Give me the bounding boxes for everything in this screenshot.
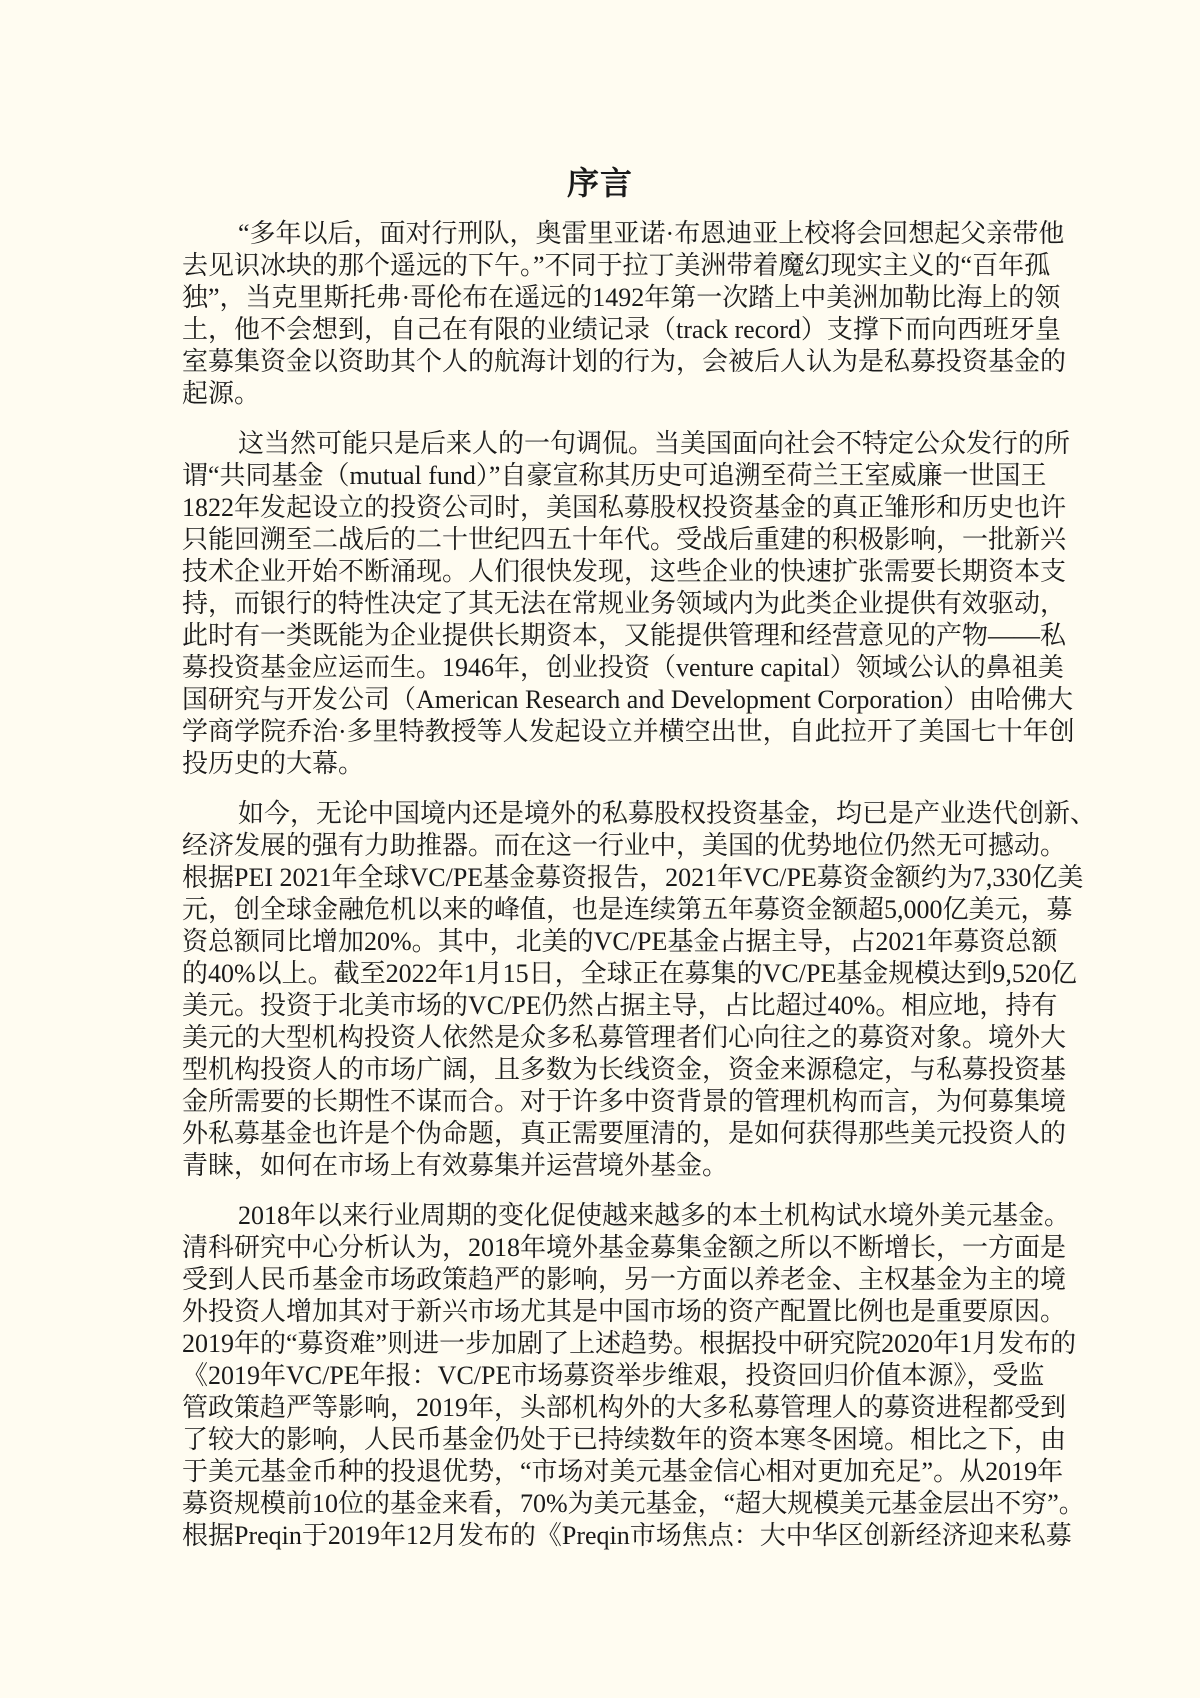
text-line: 2019年的“募资难”则进一步加剧了上述趋势。根据投中研究院2020年1月发布的 [182, 1329, 1077, 1358]
text-line: 投历史的大幕。 [182, 749, 365, 778]
text-line: 管政策趋严等影响，2019年，头部机构外的大多私募管理人的募资进程都受到 [182, 1393, 1067, 1422]
text-line: 清科研究中心分析认为，2018年境外基金募集金额之所以不断增长，一方面是 [182, 1233, 1067, 1262]
text-line: 持，而银行的特性决定了其无法在常规业务领域内为此类企业提供有效驱动， [182, 589, 1067, 618]
text-line: 金所需要的长期性不谋而合。对于许多中资背景的管理机构而言，为何募集境 [182, 1087, 1067, 1116]
text-line: 根据PEI 2021年全球VC/PE基金募资报告，2021年VC/PE募资金额约为7,330亿美 [182, 863, 1084, 892]
text-line: 只能回溯至二战后的二十世纪四五十年代。受战后重建的积极影响，一批新兴 [182, 525, 1067, 554]
text-line: 室募集资金以资助其个人的航海计划的行为，会被后人认为是私募投资基金的 [182, 347, 1067, 376]
text-line: 土，他不会想到，自己在有限的业绩记录（track record）支撑下而向西班牙皇 [182, 315, 1061, 344]
text-line: 经济发展的强有力助推器。而在这一行业中，美国的优势地位仍然无可撼动。 [182, 831, 1067, 860]
text-line: 如今，无论中国境内还是境外的私募股权投资基金，均已是产业迭代创新、 [238, 799, 1097, 828]
paragraph [182, 1200, 1085, 1552]
document-body [182, 218, 1097, 1570]
text-line: 资总额同比增加20%。其中，北美的VC/PE基金占据主导，占2021年募资总额 [182, 927, 1058, 956]
text-line: 根据Preqin于2019年12月发布的《Preqin市场焦点：大中华区创新经济迎来私募 [182, 1521, 1072, 1550]
text-line: 型机构投资人的市场广阔，且多数为长线资金，资金来源稳定，与私募投资基 [182, 1055, 1067, 1084]
text-line: 技术企业开始不断涌现。人们很快发现，这些企业的快速扩张需要长期资本支 [182, 557, 1067, 586]
text-line: 此时有一类既能为企业提供长期资本，又能提供管理和经营意见的产物——私 [182, 621, 1067, 650]
text-line: 受到人民币基金市场政策趋严的影响，另一方面以养老金、主权基金为主的境 [182, 1265, 1067, 1294]
text-line: 美元。投资于北美市场的VC/PE仍然占据主导，占比超过40%。相应地，持有 [182, 991, 1058, 1020]
text-line: 元，创全球金融危机以来的峰值，也是连续第五年募资金额超5,000亿美元，募 [182, 895, 1073, 924]
page-title: 序言 [566, 164, 633, 202]
text-line: 青睐，如何在市场上有效募集并运营境外基金。 [182, 1151, 729, 1180]
text-line: 学商学院乔治·多里特教授等人发起设立并横空出世，自此拉开了美国七十年创 [182, 717, 1075, 746]
text-line: 《2019年VC/PE年报：VC/PE市场募资举步维艰，投资回归价值本源》，受监 [182, 1361, 1045, 1390]
text-line: 了较大的影响，人民币基金仍处于已持续数年的资本寒冬困境。相比之下，由 [182, 1425, 1067, 1454]
text-line: 的40%以上。截至2022年1月15日，全球正在募集的VC/PE基金规模达到9,520亿 [182, 959, 1077, 988]
text-line: 外私募基金也许是个伪命题，真正需要厘清的，是如何获得那些美元投资人的 [182, 1119, 1067, 1148]
text-line: 这当然可能只是后来人的一句调侃。当美国面向社会不特定公众发行的所 [238, 429, 1071, 458]
text-line: 美元的大型机构投资人依然是众多私募管理者们心向往之的募资对象。境外大 [182, 1023, 1067, 1052]
text-line: 于美元基金币种的投退优势，“市场对美元基金信心相对更加充足”。从2019年 [182, 1457, 1064, 1486]
text-line: 国研究与开发公司（American Research and Development Corporation）由哈佛大 [182, 685, 1074, 714]
text-line: 起源。 [182, 379, 261, 408]
paragraph [182, 428, 1075, 780]
text-line: 募投资基金应运而生。1946年，创业投资（venture capital）领域公认的鼻祖美 [182, 653, 1064, 682]
text-line: 募资规模前10位的基金来看，70%为美元基金，“超大规模美元基金层出不穷”。 [182, 1489, 1085, 1518]
text-line: 外投资人增加其对于新兴市场尤其是中国市场的资产配置比例也是重要原因。 [182, 1297, 1067, 1326]
text-line: 2018年以来行业周期的变化促使越来越多的本土机构试水境外美元基金。 [238, 1201, 1071, 1230]
text-line: 独”，当克里斯托弗·哥伦布在遥远的1492年第一次踏上中美洲加勒比海上的领 [182, 283, 1061, 312]
text-line: 谓“共同基金（mutual fund）”自豪宣称其历史可追溯至荷兰王室威廉一世国王 [182, 461, 1047, 490]
text-line: 去见识冰块的那个遥远的下午。”不同于拉丁美洲带着魔幻现实主义的“百年孤 [182, 251, 1051, 280]
text-line: “多年以后，面对行刑队，奥雷里亚诺·布恩迪亚上校将会回想起父亲带他 [238, 219, 1065, 248]
text-line: 1822年发起设立的投资公司时，美国私募股权投资基金的真正雏形和历史也许 [182, 493, 1067, 522]
paragraph [182, 798, 1097, 1182]
paragraph [182, 218, 1067, 410]
